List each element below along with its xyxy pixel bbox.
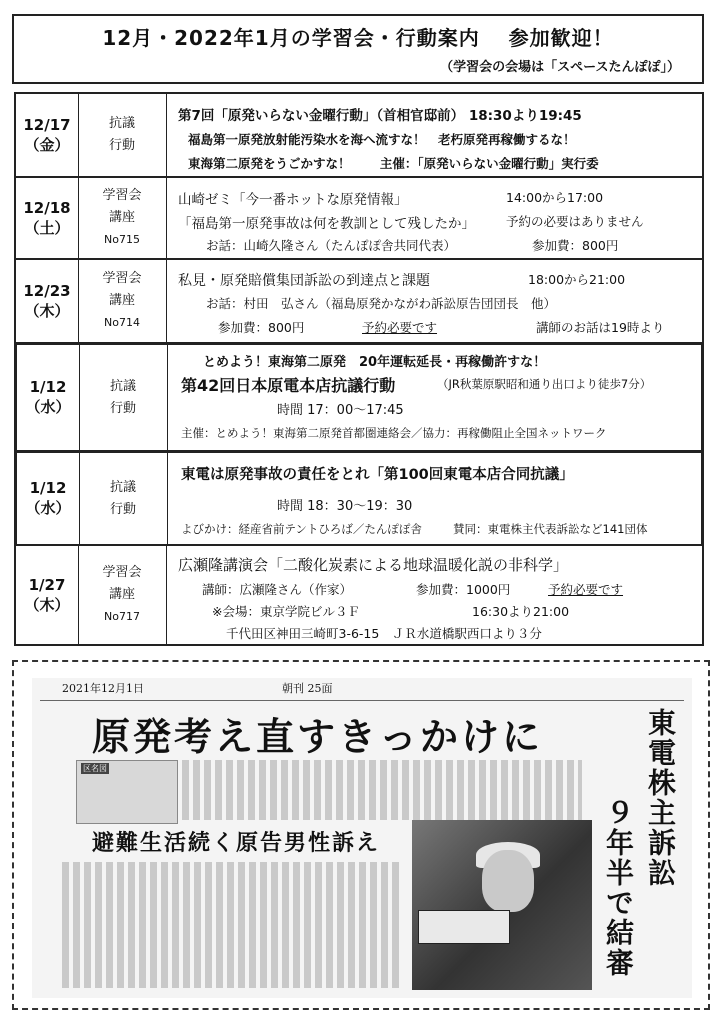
type-label-2: 行動 [109,501,136,517]
event-row [14,544,704,646]
event-details [166,260,702,342]
event-time: 時間 18：30～19：30 [277,499,413,514]
venue-line: ※会場：東京学院ビル３Ｆ [212,604,360,619]
vertical-headline [592,708,682,988]
event-type [78,260,167,342]
page-title: 12月・2022年1月の学習会・行動案内 参加歓迎！ [102,26,614,50]
event-slogan: とめよう！東海第二原発 20年運転延長・再稼働許すな！ [203,355,547,370]
date-text: 1/12 [29,378,67,396]
article-text-block [182,760,582,820]
event-time: 16:30より21:00 [472,604,570,619]
event-type [79,453,168,544]
event-title: 東電は原発事故の責任をとれ「第100回東電本店合同抗議」 [181,467,574,483]
photo-banner [418,910,510,944]
event-time: 18:00から21:00 [528,272,626,287]
clip-date: 2021年12月1日 [62,682,144,695]
reservation-note: 予約必要です [362,320,438,335]
clip-page: 朝刊 25面 [282,682,333,695]
event-date [16,260,79,342]
type-label-2: 講座 [108,210,135,225]
event-title: 第42回日本原電本店抗議行動 [181,376,396,395]
header-box [12,14,704,84]
supporter-line: 賛同：東電株主代表訴訟など141団体 [453,522,648,536]
type-label-2: 講座 [108,293,135,308]
event-line: 東海第二原発をうごかすな！ 主催：「原発いらない金曜行動」実行委 [188,156,599,171]
venue-note: （学習会の会場は「スペースたんぽぽ」） [440,60,680,75]
date-text: 12/23 [23,281,71,300]
event-details [166,94,702,176]
event-details [167,453,701,544]
access-note: （JR秋葉原駅昭和通り出口より徒歩7分） [437,377,652,391]
event-type [78,178,167,258]
vertical-headline-2: ９年半で結審 [602,798,635,978]
map-label: 区名図 [83,764,107,773]
divider [40,700,684,701]
weekday-text: （木） [24,301,70,320]
type-label-1: 抗議 [109,479,136,495]
date-text: 12/18 [23,198,71,217]
type-label-2: 行動 [108,138,135,153]
weekday-text: （水） [25,398,71,416]
article-headline: 原発考え直すきっかけに [92,714,544,759]
event-row [14,92,704,176]
event-time: 14:00から17:00 [506,190,604,205]
lecture-number: No717 [104,610,140,623]
event-line: 「福島第一原発事故は何を教訓として残したか」 [178,216,475,232]
speaker-line: お話：山崎久隆さん（たんぽぽ舎共同代表） [206,238,457,253]
weekday-text: （木） [24,595,70,614]
event-details [166,178,702,258]
event-details [167,345,701,450]
fee-text: 参加費：800円 [218,320,305,335]
article-subhead: 避難生活続く原告男性訴え [92,831,381,856]
event-details [166,546,702,644]
type-label-1: 学習会 [102,565,142,580]
event-title: 第7回「原発いらない金曜行動」（首相官邸前） 18:30より19:45 [178,108,582,124]
event-date [16,546,79,644]
date-text: 12/17 [23,115,71,134]
location-map [76,760,178,824]
weekday-text: （金） [24,135,70,154]
type-label-1: 抗議 [109,378,136,394]
event-time: 時間 17：00～17:45 [277,403,404,418]
speaker-line: お話：村田 弘さん（福島原発かながわ訴訟原告団団長 他） [206,296,557,311]
event-date [17,345,80,450]
reservation-note: 予約の必要はありません [506,214,644,229]
organizer-line: 主催：とめよう！東海第二原発首都圏連絡会／協力：再稼働阻止全国ネットワーク [181,426,607,440]
fee-text: 参加費：1000円 [416,582,511,597]
type-label-2: 講座 [108,587,135,602]
weekday-text: （土） [24,218,70,237]
event-line: 福島第一原発放射能汚染水を海へ流すな！ 老朽原発再稼働するな！ [188,132,576,147]
event-title: 山崎ゼミ「今一番ホットな原発情報」 [178,192,408,208]
reservation-note: 予約必要です [548,582,624,597]
event-row [14,450,704,544]
vertical-headline-1: 東電株主訴訟 [644,708,677,888]
newspaper-clipping [32,678,692,998]
event-title: 広瀬隆講演会「二酸化炭素による地球温暖化説の非科学」 [178,556,569,574]
article-text-block [62,862,402,988]
date-text: 1/27 [28,575,66,594]
event-title: 私見・原発賠償集団訴訟の到達点と課題 [178,273,430,289]
event-row [14,176,704,258]
weekday-text: （水） [25,499,71,517]
type-label-1: 学習会 [102,188,142,203]
event-type [79,345,168,450]
event-row [14,258,704,342]
event-row [14,342,704,450]
type-label-1: 抗議 [108,116,135,131]
date-text: 1/12 [29,479,67,497]
speaker-line: 講師：広瀬隆さん（作家） [202,582,353,597]
organizer-line: よびかけ：経産省前テントひろば／たんぽぽ舎 [181,522,422,536]
event-date [16,94,79,176]
event-date [16,178,79,258]
schedule-table [14,92,704,646]
type-label-2: 行動 [109,400,136,416]
type-label-1: 学習会 [102,271,142,286]
address-line: 千代田区神田三崎町3-6-15 ＪＲ水道橋駅西口より３分 [226,626,542,641]
event-date [17,453,80,544]
lecture-number: No715 [104,233,140,246]
event-type [78,546,167,644]
event-line: 講師のお話は19時より [536,320,665,335]
lecture-number: No714 [104,316,140,329]
fee-text: 参加費：800円 [532,238,619,253]
event-type [78,94,167,176]
photo-face [482,850,534,912]
plaintiff-photo [412,820,592,990]
